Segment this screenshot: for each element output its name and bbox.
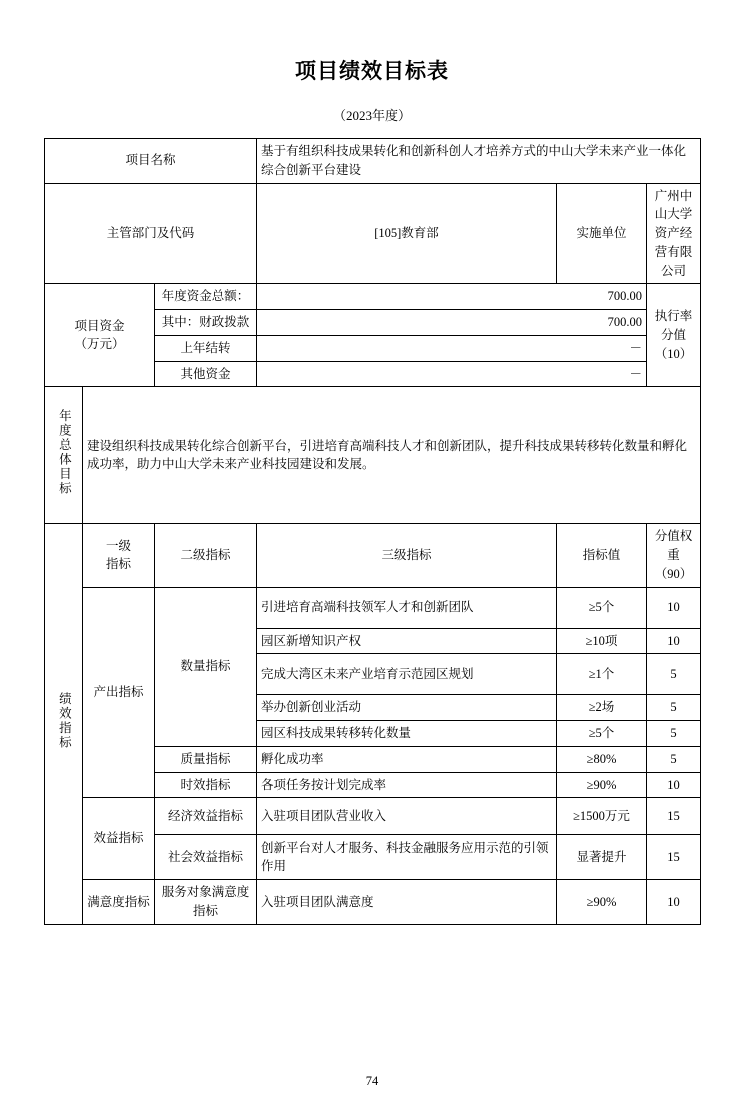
indicator-level3: 园区新增知识产权 — [257, 628, 557, 654]
indicators-side-label-text: 绩效指标 — [57, 692, 72, 751]
indicator-value: ≥10项 — [557, 628, 647, 654]
overall-target-label-text: 年度总体目标 — [57, 408, 72, 496]
fund-row-name: 其中：财政拨款 — [155, 310, 257, 336]
table-row-indicator-header — [45, 524, 701, 587]
execution-rate-label — [647, 284, 701, 387]
indicator-level2: 经济效益指标 — [155, 798, 257, 835]
table-row-fund-total — [45, 284, 701, 310]
indicator-weight: 10 — [647, 772, 701, 798]
header-weight-line1: 分值权重 — [654, 529, 693, 562]
indicator-level2: 时效指标 — [155, 772, 257, 798]
execution-rate-line3: （10） — [654, 346, 693, 361]
indicator-value: ≥5个 — [557, 587, 647, 628]
funds-label — [45, 284, 155, 387]
indicator-weight: 5 — [647, 721, 701, 747]
indicator-value: ≥2场 — [557, 695, 647, 721]
header-weight — [647, 524, 701, 587]
table-row-overall-target — [45, 387, 701, 524]
fund-row-value: 700.00 — [257, 310, 647, 336]
indicator-value: ≥1500万元 — [557, 798, 647, 835]
header-weight-line2: （90） — [654, 566, 693, 581]
table-row-indicator — [45, 587, 701, 628]
indicator-level2: 服务对象满意度指标 — [155, 880, 257, 925]
indicator-level1: 满意度指标 — [83, 880, 155, 925]
fund-row-value: － — [257, 361, 647, 387]
fund-row-name: 上年结转 — [155, 335, 257, 361]
indicator-level3: 举办创新创业活动 — [257, 695, 557, 721]
execution-rate-line1: 执行率 — [654, 309, 693, 324]
performance-target-table — [44, 138, 701, 925]
indicator-value: ≥90% — [557, 772, 647, 798]
table-row-department — [45, 183, 701, 284]
fund-row-value: － — [257, 335, 647, 361]
indicator-level1: 效益指标 — [83, 798, 155, 880]
indicator-weight: 5 — [647, 695, 701, 721]
department-value: [105]教育部 — [257, 183, 557, 284]
project-name-label: 项目名称 — [45, 139, 257, 184]
fund-row-name: 其他资金 — [155, 361, 257, 387]
indicator-level1: 产出指标 — [83, 587, 155, 798]
header-value: 指标值 — [557, 524, 647, 587]
indicator-weight: 5 — [647, 654, 701, 695]
indicator-level3: 引进培育高端科技领军人才和创新团队 — [257, 587, 557, 628]
overall-target-label — [45, 387, 83, 524]
indicator-value: ≥80% — [557, 746, 647, 772]
indicator-level3: 各项任务按计划完成率 — [257, 772, 557, 798]
indicator-value: 显著提升 — [557, 835, 647, 880]
unit-label: 实施单位 — [557, 183, 647, 284]
indicator-value: ≥90% — [557, 880, 647, 925]
header-level3: 三级指标 — [257, 524, 557, 587]
header-level1: 一级 指标 — [83, 524, 155, 587]
indicator-weight: 15 — [647, 835, 701, 880]
page-subtitle: （2023年度） — [332, 108, 411, 123]
indicator-level2: 社会效益指标 — [155, 835, 257, 880]
page-number: 74 — [365, 1074, 379, 1088]
indicator-weight: 5 — [647, 746, 701, 772]
indicator-value: ≥5个 — [557, 721, 647, 747]
funds-label-line1: 项目资金 — [74, 318, 125, 333]
indicator-level3: 完成大湾区未来产业培育示范园区规划 — [257, 654, 557, 695]
indicator-level2: 质量指标 — [155, 746, 257, 772]
funds-label-line2: （万元） — [74, 337, 125, 352]
indicator-level3: 孵化成功率 — [257, 746, 557, 772]
indicators-side-label — [45, 524, 83, 925]
indicator-weight: 15 — [647, 798, 701, 835]
indicator-level3: 创新平台对人才服务、科技金融服务应用示范的引领作用 — [257, 835, 557, 880]
fund-row-name: 年度资金总额： — [155, 284, 257, 310]
overall-target-text: 建设组织科技成果转化综合创新平台，引进培育高端科技人才和创新团队，提升科技成果转移转化数量和孵化成功率，助力中山大学未来产业科技园建设和发展。 — [83, 387, 701, 524]
execution-rate-line2: 分值 — [661, 327, 687, 342]
header-level2: 二级指标 — [155, 524, 257, 587]
indicator-level3: 园区科技成果转移转化数量 — [257, 721, 557, 747]
indicator-value: ≥1个 — [557, 654, 647, 695]
table-row-indicator — [45, 798, 701, 835]
indicator-level3: 入驻项目团队营业收入 — [257, 798, 557, 835]
page-title: 项目绩效目标表 — [295, 59, 449, 83]
project-name-value: 基于有组织科技成果转化和创新科创人才培养方式的中山大学未来产业一体化综合创新平台建设 — [257, 139, 701, 184]
unit-value: 广州中山大学资产经营有限公司 — [647, 183, 701, 284]
indicator-weight: 10 — [647, 587, 701, 628]
indicator-level2: 数量指标 — [155, 587, 257, 746]
fund-row-value: 700.00 — [257, 284, 647, 310]
department-label: 主管部门及代码 — [45, 183, 257, 284]
indicator-weight: 10 — [647, 628, 701, 654]
table-row-indicator — [45, 880, 701, 925]
document-page — [0, 55, 744, 1107]
indicator-weight: 10 — [647, 880, 701, 925]
table-row-project-name — [45, 139, 701, 184]
indicator-level3: 入驻项目团队满意度 — [257, 880, 557, 925]
